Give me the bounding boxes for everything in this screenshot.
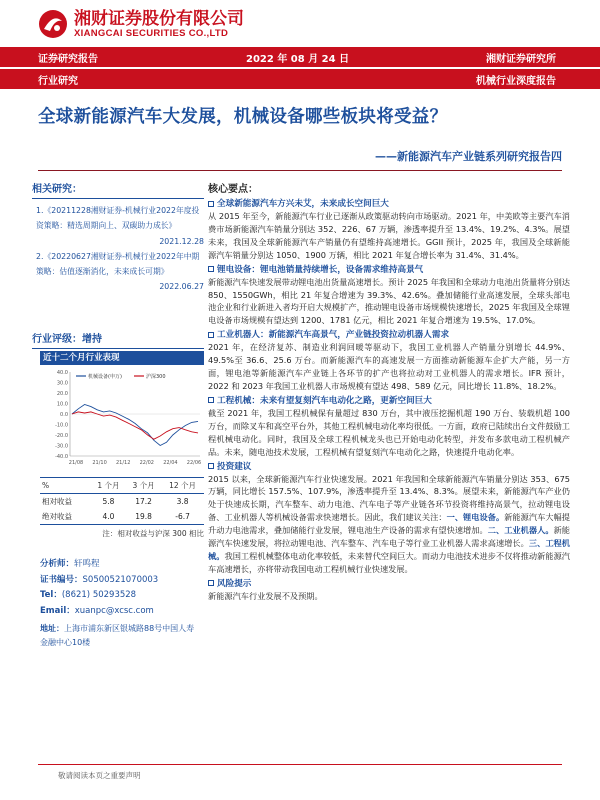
legend-series-2: 沪深300 <box>146 374 166 380</box>
section-heading: 锂电设备：锂电池销量持续增长，设备需求维持高景气 <box>208 264 570 276</box>
company-logo <box>38 8 244 40</box>
analyst-name: 轩鸣程 <box>74 559 100 569</box>
performance-chart-svg <box>40 366 204 472</box>
y-tick-label: -30.0 <box>55 443 68 450</box>
header-band-1 <box>0 47 600 67</box>
checkbox-icon <box>208 580 214 586</box>
x-tick-label: 22/02 <box>139 460 155 466</box>
x-tick-label: 22/06 <box>186 460 202 466</box>
core-heading: 核心要点： <box>208 184 258 195</box>
company-name-en: XIANGCAI SECURITIES CO.,LTD <box>74 27 229 39</box>
y-tick-label: -40.0 <box>55 453 68 460</box>
footer-divider <box>38 764 562 765</box>
checkbox-icon <box>208 266 214 272</box>
checkbox-icon <box>208 463 214 469</box>
company-name-cn: 湘财证券股份有限公司 <box>74 8 244 29</box>
y-tick-label: -10.0 <box>55 422 68 429</box>
table-header: % <box>40 478 91 494</box>
legend-series-1: 机械设备(申万) <box>88 374 122 380</box>
series-line-1 <box>72 405 198 446</box>
related-item[interactable]: 1.《20211228湘财证券-机械行业2022年度投资策略：精选周期向上、双碳助力成长》 2021.12.28 <box>36 206 204 246</box>
report-subcategory: 机械行业深度报告 <box>476 75 556 87</box>
y-tick-label: -20.0 <box>55 432 68 439</box>
page-title: 全球新能源汽车大发展，机械设备哪些板块将受益？ <box>38 107 448 127</box>
report-date: 2022 年 08 月 24 日 <box>246 53 350 65</box>
table-row: 相对收益 5.8 17.2 3.8 <box>42 497 189 506</box>
section-body: 截至 2021 年，我国工程机械保有量超过 830 万台，其中液压挖掘机超 190 万台、装载机超 100 万台，而除叉车和高空平台外，其他工程机械电动化率均很低。一方面，政府已陆续出台文件鼓励工程机械电动化。同时，我国及全球工程机械龙头也已开始电动化转型，并发布多款电动工程机械产品。未来，随电池技术发展，工程机械有望复刻汽车电动化之路，快速提升电动化率。 <box>208 407 570 457</box>
related-heading: 相关研究： <box>32 180 204 199</box>
y-tick-label: 0.0 <box>60 411 68 418</box>
checkbox-icon <box>208 332 214 338</box>
section-heading: 投资建议 <box>208 461 570 473</box>
x-tick-label: 22/04 <box>163 460 178 466</box>
section-heading: 工程机械：未来有望复刻汽车电动化之路，更新空间巨大 <box>208 395 570 407</box>
report-category: 行业研究 <box>38 75 78 87</box>
checkbox-icon <box>208 201 214 207</box>
x-tick-label: 21/10 <box>92 460 107 466</box>
section-heading: 全球新能源汽车方兴未艾，未来成长空间巨大 <box>208 198 570 210</box>
x-tick-label: 21/08 <box>68 460 84 466</box>
y-tick-label: 40.0 <box>56 369 68 376</box>
page-subtitle: ——新能源汽车产业链系列研究报告四 <box>375 150 562 163</box>
analyst-cert: S0500521070003 <box>82 574 159 585</box>
x-tick-label: 21/12 <box>115 460 131 466</box>
related-research <box>32 180 204 295</box>
section-body: 从 2015 年至今，新能源汽车行业已逐渐从政策驱动转向市场驱动。2021 年，中美欧等主要汽车消费市场新能源汽车销量分别达 352、226、67 万辆，渗透率提升至 13.4%、19.2%、4.3%。展望未来，我国及全球新能源汽车产销量仍有望维持高速增长。GGII 预计，2025 年，我国及全球新能源汽车销量分别达 1050、1900 万辆，相比 2021 年复合增长率为 31.4%、31.4%。 <box>208 211 570 260</box>
section-heading: 风险提示 <box>208 578 570 590</box>
table-header: 12 个月 <box>161 478 204 494</box>
y-tick-label: 30.0 <box>56 380 68 387</box>
section-heading: 工业机器人：新能源汽车高景气，产业链投资拉动机器人需求 <box>208 329 570 341</box>
table-note: 注：相对收益与沪深 300 相比 <box>102 529 204 538</box>
series-line-2 <box>72 412 198 439</box>
y-tick-label: 10.0 <box>56 401 68 408</box>
footer-disclaimer: 敬请阅读本页之重要声明 <box>58 771 141 780</box>
analyst-email[interactable]: xuanpc@xcsc.com <box>74 605 154 616</box>
section-body: 新能源汽车行业发展不及预期。 <box>208 590 323 601</box>
analyst-tel: (8621) 50293528 <box>61 590 137 600</box>
analyst-info: 分析师：轩鸣程 证书编号：S0500521070003 Tel：(8621) 50293528 Email：xuanpc@xcsc.com <box>40 559 159 616</box>
institute-name: 湘财证券研究所 <box>486 53 556 65</box>
address: 地址：上海市浦东新区银城路88号中国人寿金融中心10楼 <box>40 624 195 647</box>
logo-mark-icon <box>38 9 68 39</box>
table-row: 绝对收益 4.0 19.8 -6.7 <box>40 509 204 525</box>
section-body: 2021 年，在经济复苏、制造业利润回暖等驱动下，我国工业机器人产销量分别增长 44.9%、49.5%至 36.6、25.6 万台。而新能源汽车的高速发展一方面推动新能源车企扩大产能，另一方面，锂电池等新能源汽车产业链上各环节的扩产也将拉动对工业机器人的需求增长。IFR 预计，2022 和 2023 年我国工业机器人市场规模有望达 498、589 亿元，同比增长 11.8%、18.2%。 <box>208 342 570 391</box>
performance-heading: 近十二个月行业表现 <box>40 351 204 365</box>
performance-table <box>40 477 204 525</box>
performance-chart <box>40 366 204 472</box>
checkbox-icon <box>208 397 214 403</box>
y-tick-label: 20.0 <box>56 390 68 397</box>
title-divider <box>38 170 562 171</box>
industry-rating: 行业评级：增持 <box>32 330 204 349</box>
core-points <box>208 180 570 603</box>
section-body: 新能源汽车快速发展带动锂电池出货量高速增长。预计 2025 年我国和全球动力电池出货量将分别达 850、1550GWh，相比 21 年复合增速为 39.3%、42.6%。叠加储能行业高速发展，全球头部电池企业和行业新进入者均开启大规模扩产，推动锂电设备市场规模快速增长，2025 年我国及全球锂电设备市场规模有望达到 1200、1781 亿元，相比 2021 年复合增速为 19.5%、17.0%。 <box>208 276 570 326</box>
section-body: 2015 以来，全球新能源汽车行业快速发展。2021 年我国和全球新能源汽车销量分别达 353、675 万辆，同比增长 157.5%、107.9%，渗透率提升至 13.4%、8.3%。展望未来，新能源汽车产业仍处于快速成长期，汽车整车、动力电池、汽车电子等产业链各环节投资将维持高景气，拉动锂电设备、工业机器人等机械设备需求快速增长。因此，我们建议关注：一、锂电设备。新能源汽车大幅提升动力电池需求，叠加储能行业发展，锂电池生产设备的需求有望快速增加。二、工业机器人。新能源汽车快速发展，将拉动锂电池、汽车整车、汽车电子等行业工业机器人需求高速增长。三、工程机械。我国工程机械整体电动化率较低，未来替代空间巨大。而动力电池技术进步不仅将推动新能源汽车高速增长，亦将带动我国电动工程机械行业快速发展。 <box>208 473 570 574</box>
report-type: 证券研究报告 <box>38 53 98 65</box>
table-header: 3 个月 <box>126 478 161 494</box>
related-item[interactable]: 2.《20220627湘财证券-机械行业2022年中期策略：估值逐渐消化，未来成长可期》 2022.06.27 <box>36 251 204 292</box>
header-band-2 <box>0 69 600 89</box>
table-header: 1 个月 <box>91 478 126 494</box>
